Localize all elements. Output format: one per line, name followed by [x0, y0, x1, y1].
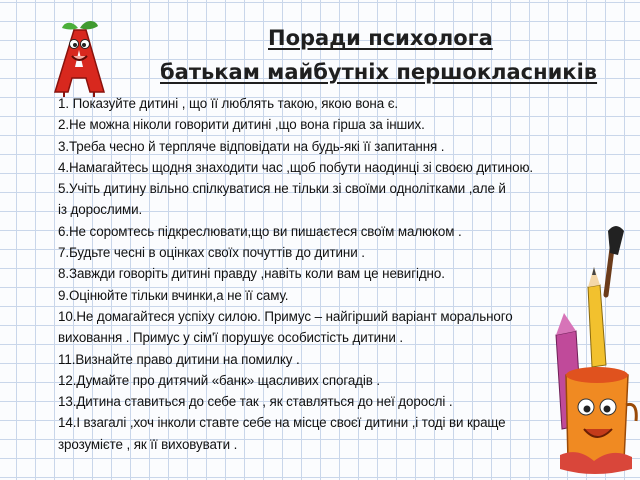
tip-line: 11.Визнайте право дитини на помилку .: [58, 351, 300, 367]
tips-list: [58, 93, 578, 455]
tip-line: 4.Намагайтесь щодня знаходити час ,щоб побути наодинці зі своєю дитиною.: [58, 159, 534, 175]
tip-line: 10.Не домагайтеся успіху силою. Примус – найгірший варіант морального: [58, 308, 513, 324]
letter-a-icon: [52, 18, 106, 98]
tip-line: 13.Дитина ставиться до себе так , як ставляться до неї дорослі .: [58, 394, 453, 410]
tip-line: 8.Завжди говоріть дитині правду ,навіть коли вам це невигідно.: [58, 266, 445, 282]
page-subtitle: батькам майбутніх першокласників: [160, 60, 598, 84]
tip-line: 7.Будьте чесні в оцінках своїх почуттів до дитини .: [58, 245, 365, 261]
tip-line: 9.Оцінюйте тільки вчинки,а не її саму.: [58, 287, 289, 303]
tip-line: 14.І взагалі ,хоч інколи ставте себе на місце своєї дитини ,і тоді ви краще: [58, 415, 506, 431]
tip-line: виховання . Примус у сім'ї порушує особистість дитини .: [58, 330, 403, 346]
tip-line: 12.Думайте про дитячий «банк» щасливих спогадів .: [58, 372, 381, 388]
tip-line: 6.Не соромтесь підкреслювати,що ви пишаєтеся своїм малюком .: [58, 223, 462, 239]
tip-line: зрозумієте , як її виховувати .: [58, 436, 238, 452]
tip-line: із дорослими.: [58, 202, 143, 218]
tip-line: 5.Учіть дитину вільно спілкуватися не тільки зі своїми однолітками ,але й: [58, 181, 506, 197]
tip-line: 3.Треба чесно й терпляче відповідати на будь-які її запитання .: [58, 138, 445, 154]
crayon-mascot-icon: [548, 225, 640, 480]
page-title: Поради психолога: [268, 26, 493, 50]
tip-line: 1. Показуйте дитині , що її люблять такою, якою вона є.: [58, 96, 399, 111]
tip-line: 2.Не можна ніколи говорити дитині ,що вона гірша за інших.: [58, 117, 425, 133]
